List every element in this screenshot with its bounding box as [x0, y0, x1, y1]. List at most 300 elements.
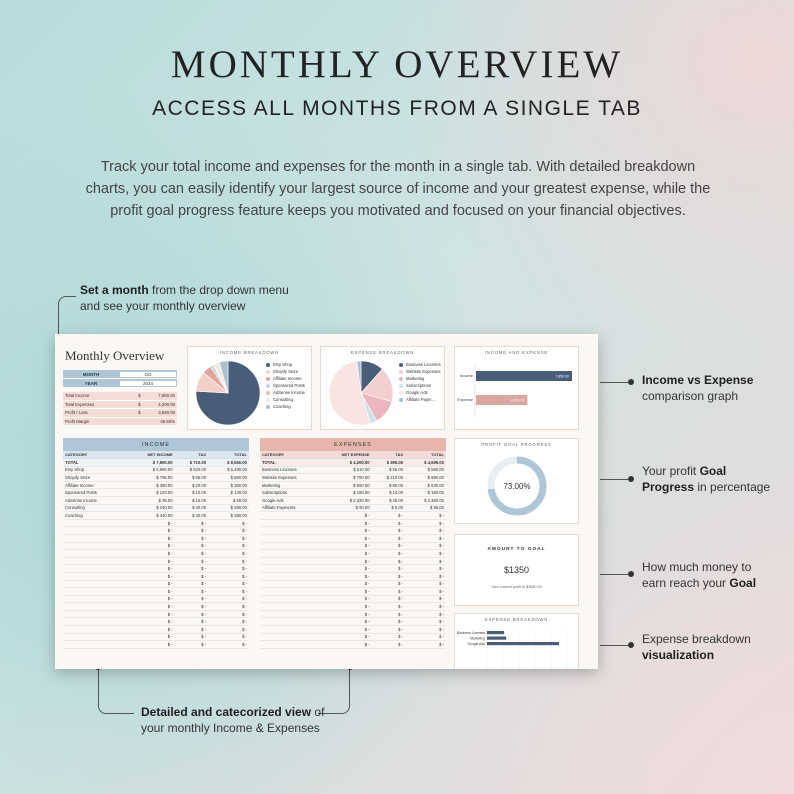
expense-breakdown-card	[320, 346, 445, 430]
cell-total: $ -	[439, 596, 444, 602]
empty-row	[63, 550, 249, 558]
callout-income-vs-bold: Income vs Expense	[642, 373, 754, 387]
cell-total: $ -	[439, 642, 444, 648]
ie-bar-value: 7,850.00	[555, 374, 569, 379]
ie-bar-label: Expense	[457, 397, 473, 402]
callout-dot-money	[628, 571, 634, 577]
empty-row	[63, 641, 249, 649]
cell-net: $ -	[167, 604, 173, 610]
cell-net: $ -	[167, 566, 173, 572]
cell-category: Coaching	[65, 512, 83, 518]
cell-net: $ -	[364, 573, 370, 579]
empty-row	[260, 558, 446, 566]
cell-net: $ 340.00	[156, 512, 173, 518]
cell-net: $ -	[364, 611, 370, 617]
callout-profit-goal-bold2: Progress	[642, 480, 695, 494]
cell-net: $ -	[167, 520, 173, 526]
total-sum: $ 8,560.00	[227, 459, 247, 465]
expense-bar-label: Google Ads	[467, 641, 485, 646]
month-label: MONTH	[82, 371, 100, 377]
callout-money-line1: How much money to	[642, 560, 752, 574]
cell-tax: $ -	[398, 543, 404, 549]
cell-total: $ 380.00	[230, 482, 247, 488]
cell-net: $ -	[364, 558, 370, 564]
cell-tax: $ -	[398, 573, 404, 579]
empty-row	[260, 618, 446, 626]
total-net: $ 7,850.00	[152, 459, 173, 465]
cell-tax: $ -	[398, 642, 404, 648]
profit-goal-title: PROFIT GOAL PROGRESS	[481, 442, 552, 447]
expense-table-body	[260, 459, 446, 649]
cell-category: AdSense Income	[65, 497, 97, 503]
expense-bar-card	[454, 613, 579, 669]
summary-row	[63, 409, 177, 418]
legend-label: Shopify Store	[273, 369, 299, 374]
cell-total: $ -	[242, 573, 247, 579]
callout-detailed-rest: of	[311, 705, 325, 719]
empty-row	[63, 611, 249, 619]
callout-set-month	[80, 282, 289, 314]
cell-total: $ 860.00	[230, 474, 247, 480]
empty-row	[260, 641, 446, 649]
cell-net: $ -	[364, 535, 370, 541]
income-table	[63, 438, 249, 649]
cell-total: $ -	[242, 550, 247, 556]
cell-tax: $ -	[201, 596, 207, 602]
table-row	[260, 474, 446, 482]
cell-net: $ -	[167, 558, 173, 564]
legend-label: Consulting	[273, 397, 293, 402]
empty-row	[63, 535, 249, 543]
cell-tax: $ -	[201, 528, 207, 534]
cell-total: $ -	[242, 596, 247, 602]
cell-tax: $ -	[201, 573, 207, 579]
summary-label: Total Expenses	[65, 401, 95, 407]
summary-cur: $	[138, 393, 141, 399]
cell-total: $ 280.00	[230, 505, 247, 511]
table-row	[63, 482, 249, 490]
cell-net: $ -	[364, 642, 370, 648]
empty-row	[260, 626, 446, 634]
cell-tax: $ -	[201, 604, 207, 610]
cell-net: $ 150.00	[353, 490, 370, 496]
cell-total: $ 560.00	[427, 467, 444, 473]
income-breakdown-title: INCOME BREAKDOWN	[219, 350, 280, 355]
cell-net: $ 550.00	[353, 482, 370, 488]
callout-detailed-bold: Detailed and catecorized view	[141, 705, 312, 719]
table-row	[260, 482, 446, 490]
year-dropdown[interactable]: 2024	[120, 381, 176, 386]
summary-label: Profit Margin	[65, 418, 90, 424]
cell-tax: $ 5.00	[391, 505, 404, 511]
cell-net: $ -	[364, 543, 370, 549]
cell-tax: $ -	[398, 535, 404, 541]
callout-dot-profit-goal	[628, 476, 634, 482]
cell-net: $ -	[167, 634, 173, 640]
total-sum: $ 4,595.00	[424, 459, 444, 465]
cell-total: $ 6,480.00	[227, 467, 247, 473]
table-row	[63, 489, 249, 497]
cell-net: $ -	[364, 520, 370, 526]
callout-expense-bold: visualization	[642, 648, 715, 662]
empty-row	[63, 581, 249, 589]
empty-row	[63, 520, 249, 528]
cell-tax: $ 80.00	[389, 482, 404, 488]
legend-swatch	[399, 391, 403, 395]
expense-table-title: EXPENSES	[260, 438, 446, 451]
cell-total: $ -	[439, 604, 444, 610]
callout-detailed	[141, 704, 324, 736]
empty-row	[63, 618, 249, 626]
empty-row	[260, 603, 446, 611]
empty-row	[63, 596, 249, 604]
expense-table-header	[260, 451, 446, 459]
empty-row	[63, 573, 249, 581]
empty-row	[260, 527, 446, 535]
cell-category: Subscriptions	[262, 490, 288, 496]
cell-net: $ -	[364, 512, 370, 518]
cell-tax: $ -	[201, 558, 207, 564]
cell-net: $ -	[167, 596, 173, 602]
legend-item	[399, 389, 441, 396]
cell-category: Business Licenses	[262, 467, 297, 473]
cell-total: $ -	[439, 543, 444, 549]
table-row	[63, 474, 249, 482]
legend-swatch	[266, 377, 270, 381]
cell-tax: $ -	[201, 581, 207, 587]
cell-net: $ -	[167, 550, 173, 556]
cell-net: $ 2,320.00	[349, 497, 370, 503]
page-subtitle: ACCESS ALL MONTHS FROM A SINGLE TAB	[152, 97, 642, 120]
cell-net: $ -	[167, 626, 173, 632]
total-row	[260, 459, 446, 467]
cell-total: $ 160.00	[427, 490, 444, 496]
table-row	[63, 505, 249, 513]
cell-net: $ -	[364, 566, 370, 572]
cell-tax: $ -	[398, 558, 404, 564]
cell-net: $ -	[364, 604, 370, 610]
empty-row	[63, 634, 249, 642]
cell-total: $ 990.00	[427, 474, 444, 480]
empty-row	[260, 565, 446, 573]
legend-item	[266, 361, 305, 368]
empty-row	[63, 588, 249, 596]
cell-net: $ -	[167, 619, 173, 625]
empty-row	[260, 596, 446, 604]
cell-net: $ -	[364, 588, 370, 594]
total-label: TOTAL	[262, 459, 276, 465]
total-label: TOTAL	[65, 459, 79, 465]
cell-category: Affiliate Income	[65, 482, 94, 488]
summary-value: 46.50%	[160, 418, 175, 424]
cell-net: $ -	[364, 550, 370, 556]
page-title: MONTHLY OVERVIEW	[170, 43, 624, 86]
amount-to-goal-title: AMOUNT TO GOAL	[487, 547, 546, 552]
empty-row	[260, 611, 446, 619]
cell-total: $ -	[439, 634, 444, 640]
cell-net: $ 90.00	[355, 505, 370, 511]
cell-category: Website Expenses	[262, 474, 297, 480]
cell-total: $ -	[439, 611, 444, 617]
page-description: Track your total income and expenses for the month in a single tab. With detailed breakdown charts, you can easily identify your largest source of income and your greatest expense, while the profit goal progress feature keeps you motivated and focused on your financial objectives.	[85, 159, 711, 219]
legend-label: AdSense Income	[273, 390, 305, 395]
cell-net: $ -	[364, 596, 370, 602]
legend-item	[399, 361, 441, 368]
summary-row	[63, 392, 177, 401]
profit-goal-percent: 73.00%	[503, 482, 531, 491]
col-net: NET INCOME	[147, 452, 173, 457]
cell-net: $ -	[167, 543, 173, 549]
legend-label: Sponsored Posts	[273, 383, 305, 388]
callout-set-month-text: from the drop down menu	[148, 283, 289, 297]
cell-tax: $ 10.00	[192, 490, 207, 496]
cell-tax: $ -	[201, 588, 207, 594]
overview-screenshot	[55, 334, 598, 669]
cell-tax: $ -	[201, 634, 207, 640]
cell-tax: $ -	[201, 520, 207, 526]
total-tax: $ 395.00	[386, 459, 404, 465]
legend-item	[399, 368, 441, 375]
cell-total: $ -	[439, 581, 444, 587]
legend-label: Marketing	[406, 376, 425, 381]
cell-net: $ -	[167, 581, 173, 587]
legend-swatch	[399, 398, 403, 402]
month-dropdown[interactable]: Oct	[120, 372, 176, 377]
callout-line-detailed-left	[98, 668, 134, 714]
table-row	[63, 467, 249, 475]
cell-total: $ -	[242, 642, 247, 648]
cell-tax: $ -	[398, 581, 404, 587]
expense-bar	[487, 631, 504, 634]
cell-tax: $ 50.00	[389, 467, 404, 473]
callout-income-vs	[642, 372, 753, 404]
cell-tax: $ -	[398, 588, 404, 594]
total-net: $ 4,200.00	[349, 459, 370, 465]
legend-label: Affiliate Income	[273, 376, 302, 381]
callout-money-line2: earn reach your	[642, 576, 730, 590]
empty-row	[260, 520, 446, 528]
cell-total: $ 130.00	[230, 490, 247, 496]
legend-swatch	[399, 377, 403, 381]
callout-money	[642, 559, 756, 591]
cell-tax: $ -	[398, 566, 404, 572]
cell-tax: $ -	[201, 642, 207, 648]
cell-tax: $ 20.00	[192, 482, 207, 488]
cell-total: $ -	[242, 535, 247, 541]
legend-item	[266, 396, 305, 403]
cell-net: $ -	[364, 528, 370, 534]
legend-label: Google Ads	[406, 390, 428, 395]
cell-total: $ -	[439, 573, 444, 579]
legend-label: Business Licenses	[406, 362, 441, 367]
table-row	[260, 505, 446, 513]
legend-swatch	[266, 370, 270, 374]
legend-item	[399, 396, 441, 403]
legend-swatch	[399, 363, 403, 367]
cell-total: $ -	[439, 550, 444, 556]
cell-tax: $ -	[398, 626, 404, 632]
cell-tax: $ -	[398, 619, 404, 625]
cell-total: $ -	[439, 512, 444, 518]
summary-row	[63, 418, 177, 427]
empty-row	[260, 543, 446, 551]
cell-total: $ -	[439, 528, 444, 534]
ie-bar-value: 4,200.00	[510, 398, 525, 403]
cell-tax: $ -	[201, 619, 207, 625]
table-row	[63, 512, 249, 520]
cell-category: Consulting	[65, 505, 85, 511]
cell-total: $ 2,360.00	[424, 497, 444, 503]
summary-cur: $	[138, 410, 141, 416]
legend-swatch	[266, 398, 270, 402]
cell-total: $ -	[242, 528, 247, 534]
empty-row	[63, 527, 249, 535]
total-tax: $ 710.00	[189, 459, 207, 465]
col-tax: TAX	[198, 452, 207, 457]
income-expense-card	[454, 346, 579, 430]
col-tax: TAX	[395, 452, 404, 457]
expense-bar-title: EXPENSE BREAKDOWN	[484, 617, 549, 622]
callout-expense	[642, 631, 751, 663]
cell-total: $ -	[242, 626, 247, 632]
legend-swatch	[266, 391, 270, 395]
legend-item	[266, 382, 305, 389]
cell-total: $ -	[242, 588, 247, 594]
cell-total: $ -	[439, 520, 444, 526]
cell-total: $ -	[242, 543, 247, 549]
cell-net: $ -	[167, 642, 173, 648]
cell-total: $ -	[242, 619, 247, 625]
cell-tax: $ -	[398, 512, 404, 518]
cell-total: $ 380.00	[230, 512, 247, 518]
ie-bar-label: Income	[459, 373, 473, 378]
cell-tax: $ 210.00	[386, 474, 404, 480]
empty-row	[260, 588, 446, 596]
cell-tax: $ 15.00	[192, 497, 207, 503]
legend-label: Website Expenses	[406, 369, 441, 374]
cell-tax: $ -	[398, 634, 404, 640]
cell-tax: $ -	[398, 611, 404, 617]
cell-net: $ 360.00	[156, 482, 173, 488]
callout-expense-line1: Expense breakdown	[642, 632, 751, 646]
empty-row	[63, 626, 249, 634]
cell-category: Etsy Shop	[65, 467, 85, 473]
cell-total: $ -	[439, 619, 444, 625]
col-total: TOTAL	[233, 452, 247, 457]
cell-tax: $ -	[201, 566, 207, 572]
callout-profit-goal	[642, 463, 770, 495]
callout-money-bold: Goal	[729, 576, 757, 590]
legend-item	[399, 375, 441, 382]
legend-swatch	[266, 384, 270, 388]
overview-title: Monthly Overview	[65, 348, 165, 363]
cell-tax: $ 65.00	[192, 474, 207, 480]
cell-tax: $ -	[201, 535, 207, 541]
legend-swatch	[266, 405, 270, 409]
summary-row	[63, 401, 177, 410]
callout-income-vs-line2: comparison graph	[642, 389, 739, 403]
empty-row	[260, 550, 446, 558]
callout-detailed-line2: your monthly Income & Expenses	[141, 721, 320, 735]
callout-profit-goal-rest: in percentage	[694, 480, 771, 494]
total-row	[63, 459, 249, 467]
legend-item	[399, 382, 441, 389]
legend-swatch	[399, 384, 403, 388]
month-row	[63, 370, 177, 379]
cell-tax: $ -	[398, 604, 404, 610]
cell-category: Sponsored Posts	[65, 490, 97, 496]
expense-bar	[487, 642, 559, 645]
callout-set-month-bold: Set a month	[80, 283, 149, 297]
empty-row	[63, 558, 249, 566]
expense-bar-chart	[455, 623, 580, 669]
cell-net: $ 120.00	[156, 490, 173, 496]
cell-tax: $ 40.00	[192, 505, 207, 511]
cell-tax: $ -	[201, 543, 207, 549]
legend-item	[266, 389, 305, 396]
cell-net: $ -	[364, 626, 370, 632]
cell-total: $ -	[439, 566, 444, 572]
summary-table	[63, 392, 177, 426]
legend-swatch	[266, 363, 270, 367]
table-row	[260, 467, 446, 475]
callout-dot-income-vs	[628, 379, 634, 385]
empty-row	[260, 535, 446, 543]
col-category: CATEGORY	[65, 452, 88, 457]
cell-tax: $ -	[201, 550, 207, 556]
cell-total: $ -	[242, 611, 247, 617]
month-selector	[63, 370, 177, 388]
summary-value: 3,650.00	[158, 410, 175, 416]
cell-total: $ -	[242, 604, 247, 610]
cell-net: $ -	[167, 611, 173, 617]
empty-row	[63, 543, 249, 551]
expense-bar-label: Business Licenses	[456, 630, 485, 635]
cell-total: $ -	[439, 588, 444, 594]
expense-table	[260, 438, 446, 649]
summary-label: Profit / Loss	[65, 410, 88, 416]
summary-value: 4,200.00	[158, 401, 175, 407]
cell-net: $ -	[167, 573, 173, 579]
callout-set-month-line2: and see your monthly overview	[80, 299, 246, 313]
cell-tax: $ 40.00	[192, 512, 207, 518]
expense-breakdown-title: EXPENSE BREAKDOWN	[350, 350, 415, 355]
col-net: NET EXPENSE	[341, 452, 370, 457]
income-table-body	[63, 459, 249, 649]
cell-total: $ -	[242, 558, 247, 564]
cell-category: Marketing	[262, 482, 281, 488]
income-legend	[266, 361, 305, 410]
cell-tax: $ -	[201, 626, 207, 632]
cell-net: $ -	[364, 619, 370, 625]
cell-tax: $ 520.00	[189, 467, 207, 473]
cell-tax: $ 40.00	[389, 497, 404, 503]
callout-dot-expense	[628, 642, 634, 648]
cell-total: $ 95.00	[429, 505, 444, 511]
cell-category: Google Ads	[262, 497, 284, 503]
legend-label: Coaching	[273, 404, 291, 409]
col-total: TOTAL	[430, 452, 444, 457]
cell-net: $ 35.00	[158, 497, 173, 503]
cell-net: $ -	[167, 535, 173, 541]
summary-value: 7,850.00	[158, 393, 175, 399]
legend-item	[266, 375, 305, 382]
legend-label: Subscriptions	[406, 383, 432, 388]
amount-to-goal-card	[454, 534, 579, 606]
cell-tax: $ -	[398, 520, 404, 526]
legend-swatch	[399, 370, 403, 374]
empty-row	[260, 573, 446, 581]
